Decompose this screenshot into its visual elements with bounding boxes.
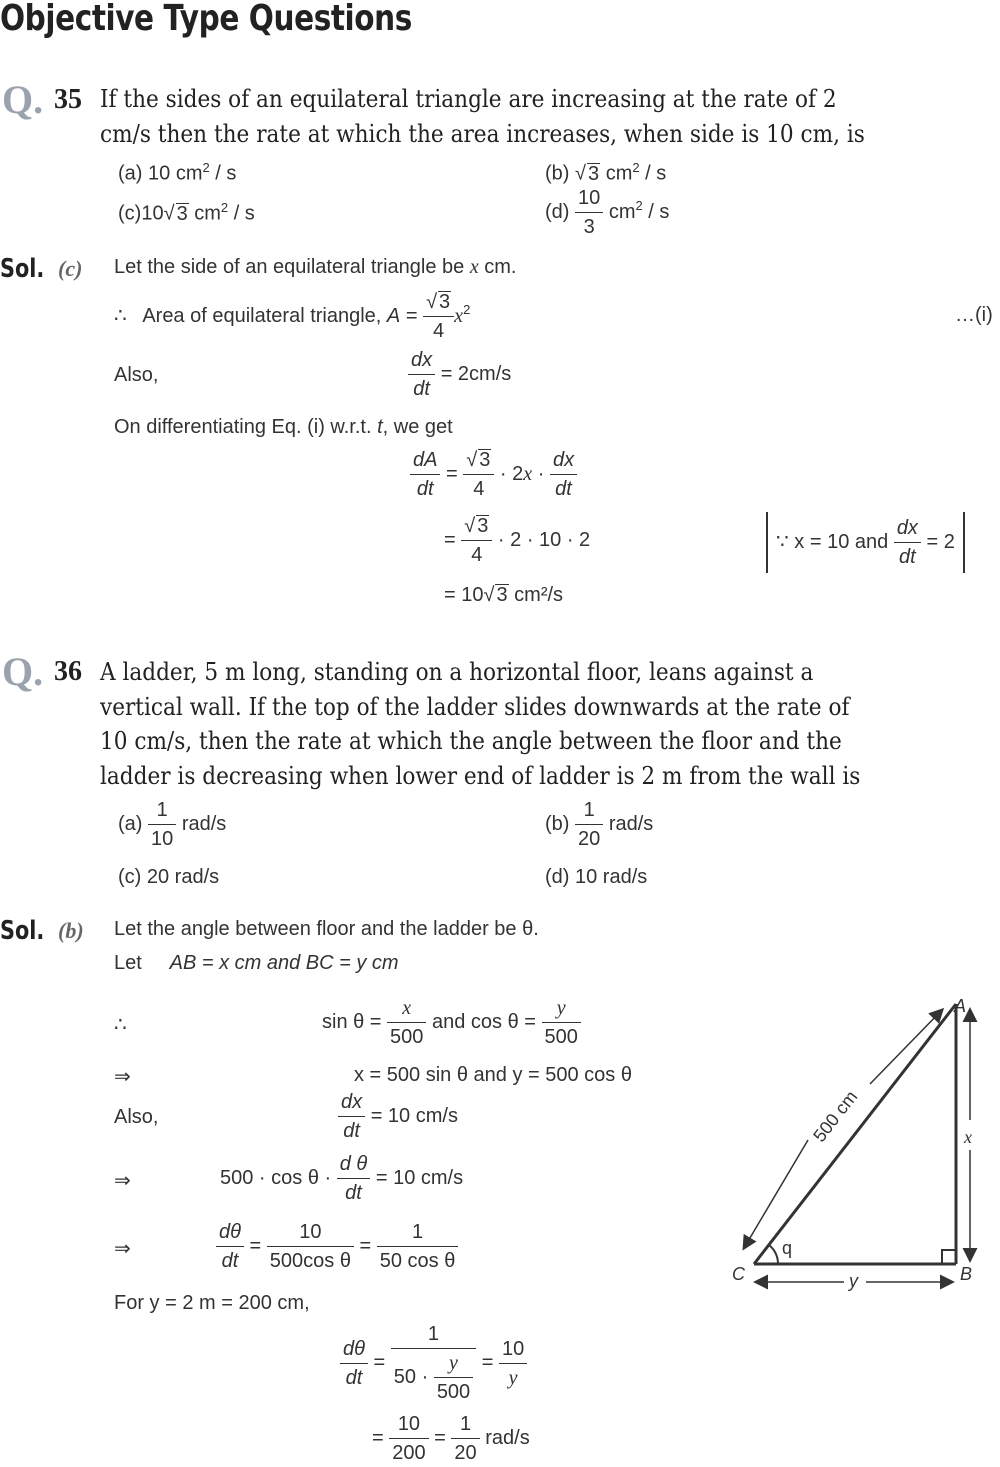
page-heading: Objective Type Questions <box>0 0 412 39</box>
hypotenuse-arrow-upper <box>870 1010 942 1084</box>
final-result: = 10√ 3 cm²/s <box>444 584 564 606</box>
question-marker: Q. <box>2 649 44 694</box>
solution-line: Let AB = x cm and BC = y cm <box>114 952 399 974</box>
question-line: cm/s then the rate at which the area increases, when side is 10 cm, is <box>100 119 865 148</box>
question-marker: Q. <box>2 77 44 122</box>
fraction-denominator: 3 <box>575 212 603 241</box>
option-value: 10 cm <box>148 162 203 185</box>
answer-key: (b) <box>58 918 84 943</box>
option-unit: / s <box>215 162 237 185</box>
condition-bracket: ∵ x = 10 and $\frac{dx}{dt}$ = 2 <box>766 512 965 573</box>
angle-arc <box>769 1245 778 1264</box>
implies-symbol: ⇒ <box>114 1170 131 1192</box>
also-label: Also, <box>114 1106 159 1128</box>
fraction-numerator: 10 <box>578 187 601 209</box>
option-unit: cm <box>605 162 633 185</box>
equation-ref: …(i) <box>955 304 993 326</box>
fraction-numerator: 1 <box>156 799 168 821</box>
solution-label: Sol. <box>0 254 45 284</box>
option-a[interactable]: (a) 10 $cm^2$ / s <box>118 160 237 185</box>
option-label: (c) <box>118 202 142 225</box>
ladder-diagram <box>720 990 990 1300</box>
ladder-hypotenuse <box>754 1004 956 1264</box>
fraction-denominator: 20 <box>575 824 603 853</box>
option-c[interactable]: (c) 20 rad/s <box>118 866 220 888</box>
vertex-a-label: A <box>954 996 967 1016</box>
therefore-symbol: ∴ <box>114 1014 127 1036</box>
right-angle-mark <box>942 1250 956 1264</box>
fraction-denominator: 10 <box>148 824 176 853</box>
horizontal-label: y <box>849 1271 858 1291</box>
answer-key: (c) <box>58 256 83 281</box>
option-b[interactable]: (b) √ 3 $cm^2$ / s <box>545 160 667 185</box>
option-label: (a) <box>118 812 143 835</box>
option-label: (a) <box>118 162 143 185</box>
solution-label: Sol. <box>0 916 45 946</box>
question-line: vertical wall. If the top of the ladder slides downwards at the rate of <box>100 692 850 721</box>
area-formula: ∴ Area of equilateral triangle, A = $\frac{√ 3}{4}$ $x^2$ <box>114 288 470 345</box>
implies-symbol: ⇒ <box>114 1066 131 1088</box>
option-d[interactable]: (d) 10 rad/s <box>545 866 648 888</box>
question-text <box>100 655 996 793</box>
question-line: A ladder, 5 m long, standing on a horizontal floor, leans against a <box>100 658 814 686</box>
also-label: Also, <box>114 364 159 386</box>
fraction-numerator: 1 <box>583 799 595 821</box>
option-unit: cm <box>608 200 636 223</box>
question-line: ladder is decreasing when lower end of ladder is 2 m from the wall is <box>100 761 861 790</box>
solution-line: Let the angle between floor and the ladder be θ. <box>114 918 539 940</box>
question-number: 36 <box>54 656 82 687</box>
hypotenuse-arrow-lower <box>744 1140 808 1248</box>
hypotenuse-label: 500 cm <box>809 1086 862 1146</box>
rate-equation: $\frac{dx}{dt}$ = 10 cm/s <box>338 1088 458 1145</box>
option-d[interactable]: (d) $\frac{10}{3}$ $cm^2$ / s <box>545 184 669 241</box>
solution-line: Let the side of an equilateral triangle be x cm. <box>114 256 517 278</box>
substitution-line: For y = 2 m = 200 cm, <box>114 1292 310 1314</box>
sin-cos-equation: sin θ = $\frac{x}{500}$ and cos θ = $\frac{y}{500}$ <box>322 994 581 1051</box>
angle-label: q <box>782 1238 793 1258</box>
differentiated-equation: 500 · cos θ · $\frac{\text{d θ}}{dt}$ = 10 cm/s <box>220 1150 463 1207</box>
option-label: (b) <box>545 812 570 835</box>
option-label: (b) <box>545 162 570 185</box>
option-a[interactable] <box>118 796 226 853</box>
option-c[interactable]: (c)10√ 3 $cm^2$ / s <box>118 200 255 225</box>
implies-symbol: ⇒ <box>114 1238 131 1260</box>
dtheta-equation: $\frac{d\theta}{dt}$ = $\frac{10}{\text{500cos θ}}$ = $\frac{1}{\text{50 cos θ}}$ <box>216 1218 458 1275</box>
question-number: 35 <box>54 84 82 115</box>
option-b[interactable] <box>545 796 653 853</box>
vertex-b-label: B <box>960 1264 973 1284</box>
xy-expressions: x = 500 sin θ and y = 500 cos θ <box>354 1064 632 1086</box>
option-unit: rad/s <box>608 812 654 835</box>
final-result: = $\frac{10}{200}$ = $\frac{1}{20}$ rad/s <box>372 1410 530 1467</box>
vertex-c-label: C <box>732 1264 745 1284</box>
rate-equation: $\frac{dx}{dt}$ = 2cm/s <box>408 346 511 403</box>
solution-line: On differentiating Eq. (i) w.r.t. t, we get <box>114 416 453 438</box>
question-line: 10 cm/s, then the rate at which the angle between the floor and the <box>100 727 842 755</box>
question-text <box>100 82 996 151</box>
option-value: 10 <box>141 202 164 225</box>
derivative-equation: $\frac{dA}{dt}$ = $\frac{√ 3}{4}$ · 2x · $\frac{dx}{dt}$ <box>410 446 577 503</box>
substitution-step: = $\frac{√ 3}{4}$ · 2 · 10 · 2 <box>444 512 590 569</box>
question-line: If the sides of an equilateral triangle are increasing at the rate of 2 <box>100 85 837 113</box>
option-label: (d) <box>545 200 570 223</box>
dtheta-substitution: $\frac{d\theta}{dt}$ = 1 50 · $\frac{y}{500}$ = $\frac{10}{y}$ <box>340 1320 527 1406</box>
vertical-label: x <box>964 1127 972 1147</box>
option-unit: rad/s <box>181 812 227 835</box>
